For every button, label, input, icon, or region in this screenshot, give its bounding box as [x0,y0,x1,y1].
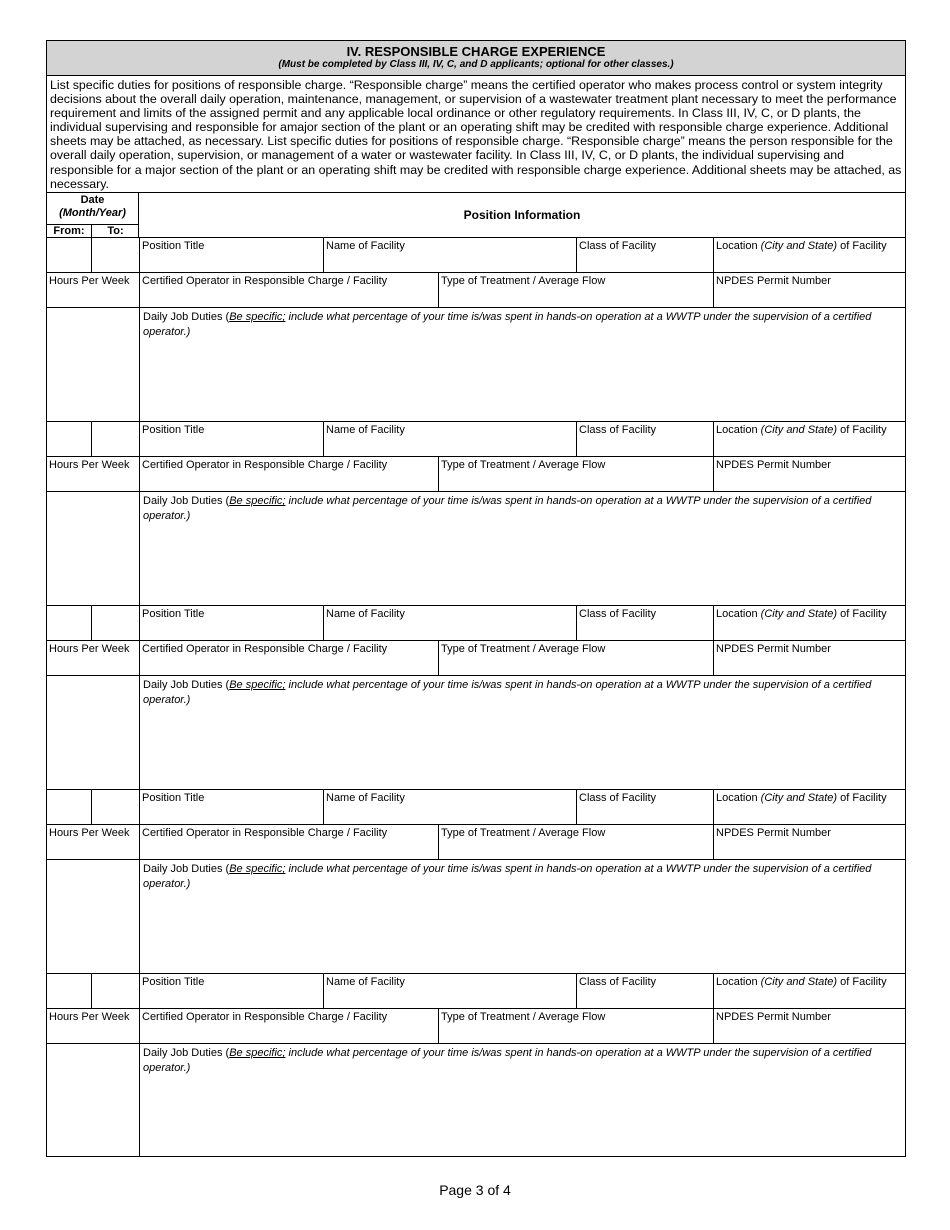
name-of-facility-label: Name of Facility [326,608,405,620]
to-label: To: [107,225,124,237]
class-of-facility-field[interactable] [576,790,713,825]
type-of-treatment-field[interactable] [438,825,713,860]
section-subtitle: (Must be completed by Class III, IV, C, and D applicants; optional for other classes.) [278,59,674,70]
location-label: Location (City and State) of Facility [716,424,887,436]
table-header [47,193,905,238]
daily-job-duties-field[interactable] [139,492,905,605]
name-of-facility-label: Name of Facility [326,424,405,436]
experience-entry [47,238,905,422]
hours-per-week-label: Hours Per Week [49,643,130,655]
hours-per-week-field[interactable] [47,273,139,308]
to-date-field[interactable] [91,606,139,641]
type-of-treatment-label: Type of Treatment / Average Flow [441,827,606,839]
section-title: IV. RESPONSIBLE CHARGE EXPERIENCE [346,44,606,59]
hours-per-week-label: Hours Per Week [49,459,130,471]
certified-operator-field[interactable] [139,825,438,860]
experience-entry [47,606,905,790]
daily-job-duties-field[interactable] [139,676,905,789]
daily-job-duties-label: Daily Job Duties (Be specific; include what percentage of your time is/was spent in hands-on operation at a WWTP under the supervision of a certified operator.) [143,495,872,522]
npdes-permit-field[interactable] [713,273,905,308]
name-of-facility-field[interactable] [323,238,576,273]
blank-left-cell [47,676,139,789]
name-of-facility-field[interactable] [323,422,576,457]
name-of-facility-field[interactable] [323,606,576,641]
from-to-header [47,224,139,238]
daily-job-duties-label: Daily Job Duties (Be specific; include what percentage of your time is/was spent in hands-on operation at a WWTP under the supervision of a certified operator.) [143,679,872,706]
type-of-treatment-field[interactable] [438,1009,713,1044]
from-date-field[interactable] [47,606,92,641]
position-title-field[interactable] [139,422,323,457]
location-label: Location (City and State) of Facility [716,792,887,804]
class-of-facility-label: Class of Facility [579,608,657,620]
experience-entry [47,422,905,606]
class-of-facility-field[interactable] [576,422,713,457]
entries-container [47,238,905,1158]
to-date-field[interactable] [91,422,139,457]
daily-job-duties-field[interactable] [139,860,905,973]
location-label: Location (City and State) of Facility [716,608,887,620]
hours-per-week-label: Hours Per Week [49,1011,130,1023]
daily-job-duties-field[interactable] [139,1044,905,1157]
npdes-permit-label: NPDES Permit Number [716,827,831,839]
from-date-field[interactable] [47,974,92,1009]
certified-operator-field[interactable] [139,641,438,676]
hours-per-week-field[interactable] [47,1009,139,1044]
blank-left-cell [47,1044,139,1157]
class-of-facility-field[interactable] [576,238,713,273]
from-date-field[interactable] [47,422,92,457]
from-date-field[interactable] [47,238,92,273]
blank-left-cell [47,492,139,605]
hours-per-week-field[interactable] [47,825,139,860]
npdes-permit-field[interactable] [713,457,905,492]
npdes-permit-label: NPDES Permit Number [716,1011,831,1023]
location-field[interactable] [713,974,905,1009]
certified-operator-label: Certified Operator in Responsible Charge / Facility [142,827,388,839]
position-title-label: Position Title [142,424,205,436]
blank-left-cell [47,308,139,421]
name-of-facility-label: Name of Facility [326,792,405,804]
npdes-permit-label: NPDES Permit Number [716,275,831,287]
position-information-header: Position Information [463,208,581,222]
type-of-treatment-field[interactable] [438,273,713,308]
certified-operator-field[interactable] [139,273,438,308]
type-of-treatment-label: Type of Treatment / Average Flow [441,643,606,655]
section-header [47,41,905,76]
name-of-facility-field[interactable] [323,974,576,1009]
type-of-treatment-field[interactable] [438,457,713,492]
page-number: Page 3 of 4 [439,1182,511,1198]
certified-operator-field[interactable] [139,457,438,492]
hours-per-week-field[interactable] [47,641,139,676]
location-label: Location (City and State) of Facility [716,976,887,988]
position-title-label: Position Title [142,608,205,620]
hours-per-week-field[interactable] [47,457,139,492]
experience-entry [47,790,905,974]
name-of-facility-label: Name of Facility [326,976,405,988]
blank-left-cell [47,860,139,973]
date-header [47,193,139,238]
instructions-text: List specific duties for positions of responsible charge. “Responsible charge” means the certified operator who makes process control or system integrity decisions about the overall daily operation, maintenance, management, or supervision of a wastewater treatment plant necessary to meet the performance requirement and limits of the assigned permit and any applicable local ordinance or other regulatory requirements. In Class III, IV, C, or D plants, the individual supervising and responsible for amajor section of the plant or an operating shift may be credited with responsible charge experience. Additional sheets may be attached, as necessary. List specific duties for positions of responsible charge. “Responsible charge” means the person responsible for the overall daily operation, supervision, or management of a water or wastewater facility. In Class III, IV, C, or D plants, the individual supervising and responsible for a major section of the plant or an operating shift may be credited with responsible charge experience. Additional sheets may be attached, as necessary. [47,76,905,193]
experience-entry [47,974,905,1158]
class-of-facility-label: Class of Facility [579,792,657,804]
from-date-field[interactable] [47,790,92,825]
location-field[interactable] [713,422,905,457]
daily-job-duties-field[interactable] [139,308,905,421]
daily-job-duties-label: Daily Job Duties (Be specific; include what percentage of your time is/was spent in hands-on operation at a WWTP under the supervision of a certified operator.) [143,311,872,338]
certified-operator-label: Certified Operator in Responsible Charge / Facility [142,275,388,287]
daily-job-duties-label: Daily Job Duties (Be specific; include what percentage of your time is/was spent in hands-on operation at a WWTP under the supervision of a certified operator.) [143,1047,872,1074]
position-title-label: Position Title [142,976,205,988]
class-of-facility-label: Class of Facility [579,424,657,436]
responsible-charge-form [46,40,906,1157]
name-of-facility-field[interactable] [323,790,576,825]
hours-per-week-label: Hours Per Week [49,827,130,839]
class-of-facility-field[interactable] [576,606,713,641]
position-title-field[interactable] [139,238,323,273]
type-of-treatment-label: Type of Treatment / Average Flow [441,275,606,287]
class-of-facility-field[interactable] [576,974,713,1009]
month-year-label: (Month/Year) [59,207,126,219]
position-title-field[interactable] [139,790,323,825]
date-label: Date [80,194,105,206]
certified-operator-label: Certified Operator in Responsible Charge / Facility [142,459,388,471]
location-field[interactable] [713,238,905,273]
from-label: From: [47,225,92,238]
position-title-field[interactable] [139,606,323,641]
type-of-treatment-field[interactable] [438,641,713,676]
position-title-field[interactable] [139,974,323,1009]
hours-per-week-label: Hours Per Week [49,275,130,287]
certified-operator-field[interactable] [139,1009,438,1044]
to-date-field[interactable] [91,790,139,825]
npdes-permit-field[interactable] [713,1009,905,1044]
class-of-facility-label: Class of Facility [579,976,657,988]
to-date-field[interactable] [91,238,139,273]
location-label: Location (City and State) of Facility [716,240,887,252]
npdes-permit-label: NPDES Permit Number [716,643,831,655]
daily-job-duties-label: Daily Job Duties (Be specific; include what percentage of your time is/was spent in hands-on operation at a WWTP under the supervision of a certified operator.) [143,863,872,890]
name-of-facility-label: Name of Facility [326,240,405,252]
class-of-facility-label: Class of Facility [579,240,657,252]
location-field[interactable] [713,790,905,825]
type-of-treatment-label: Type of Treatment / Average Flow [441,1011,606,1023]
to-date-field[interactable] [91,974,139,1009]
npdes-permit-label: NPDES Permit Number [716,459,831,471]
position-title-label: Position Title [142,792,205,804]
certified-operator-label: Certified Operator in Responsible Charge / Facility [142,1011,388,1023]
npdes-permit-field[interactable] [713,641,905,676]
type-of-treatment-label: Type of Treatment / Average Flow [441,459,606,471]
position-title-label: Position Title [142,240,205,252]
npdes-permit-field[interactable] [713,825,905,860]
certified-operator-label: Certified Operator in Responsible Charge / Facility [142,643,388,655]
location-field[interactable] [713,606,905,641]
